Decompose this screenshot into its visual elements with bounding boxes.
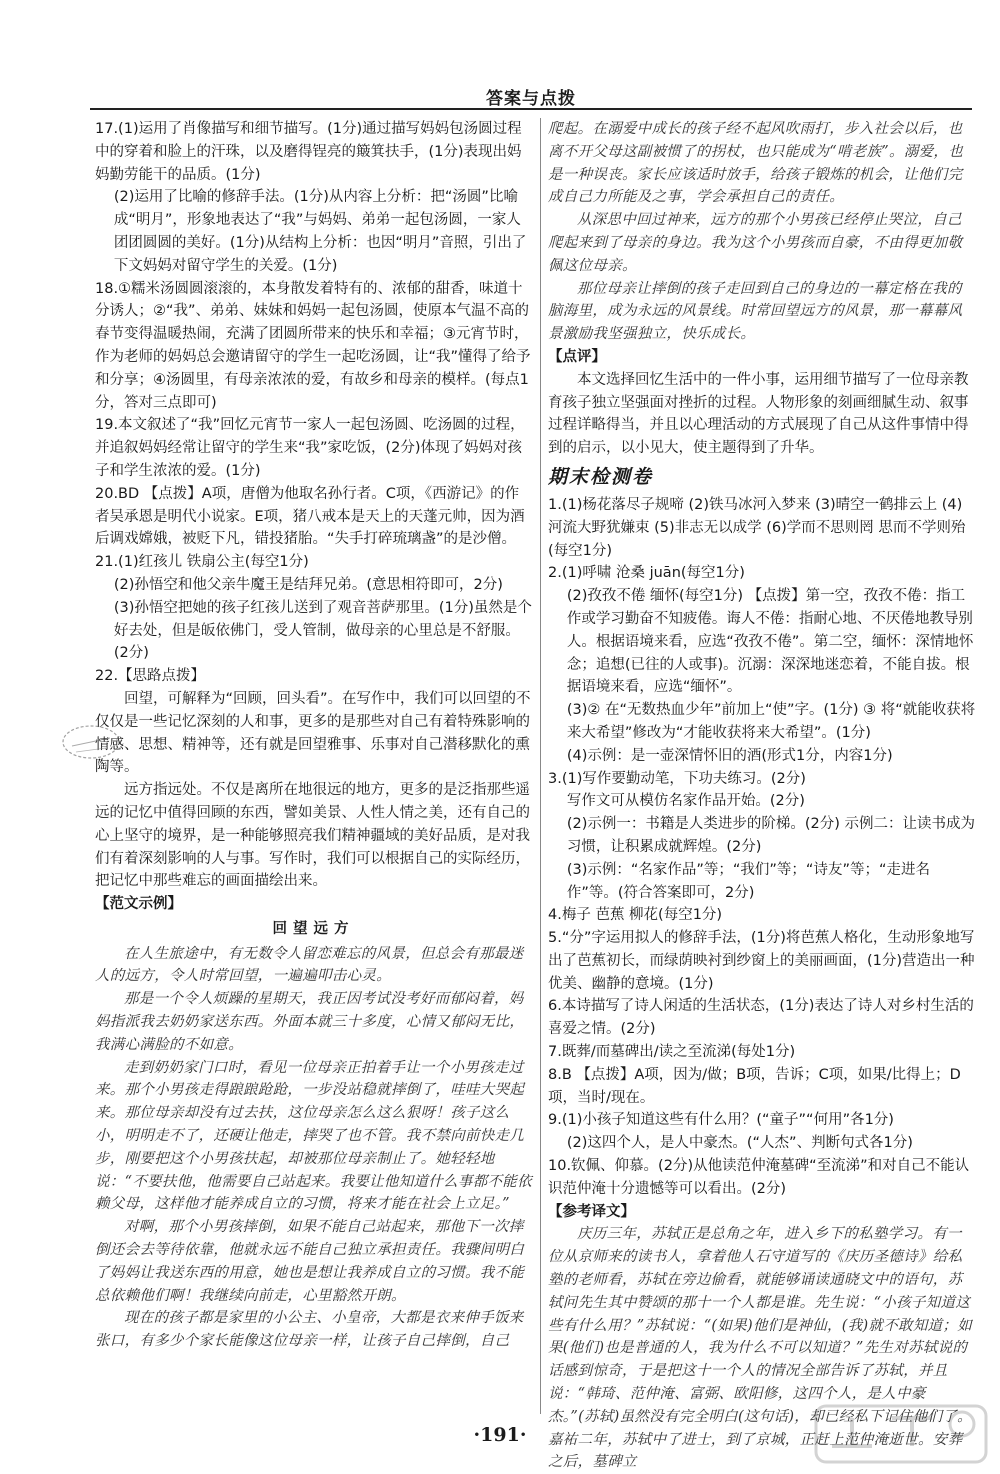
left-column-paragraph: (2)运用了比喻的修辞手法。(1分)从内容上分析：把“汤圆”比喻成“明月”，形象地表达了“我”与妈妈、弟弟一起包汤圆，一家人团团圆圆的美好。(1分)从结构上分析：也因“明月”音照，引出了下文妈妈对留守学生的关爱。(1分) bbox=[113, 189, 527, 274]
left-column-paragraph: 现在的孩子都是家里的小公主、小皇帝，大都是衣来伸手饭来张口，有多少个家长能像这位母亲一样，让孩子自己摔倒，自己 bbox=[95, 1310, 524, 1350]
right-column-paragraph: 10.钦佩、仰慕。(2分)从他读范仲淹墓碑“至流涕”和对自己不能认识范仲淹十分遗憾等可以看出。(2分) bbox=[548, 1158, 970, 1197]
left-column-paragraph: 回望远方 bbox=[272, 920, 355, 937]
right-column-paragraph: 那位母亲让摔倒的孩子走回到自己的身边的一幕定格在我的脑海里，成为永远的风景线。时常回望远方的风景，那一幕幕风景激励我坚强独立，快乐成长。 bbox=[548, 280, 963, 343]
page-number: ·191· bbox=[473, 1424, 527, 1446]
page-header bbox=[90, 84, 972, 108]
right-column-paragraph: 本文选择回忆生活中的一件小事，运用细节描写了一位母亲教育孩子独立坚强面对挫折的过程。人物形象的刻画细腻生动、叙事过程详略得当，并且以心理活动的方式展现了自己从这件事情中得到的启示，以小见大，使主题得到了升华。 bbox=[548, 371, 969, 457]
mxqe-watermark-logo bbox=[812, 1402, 990, 1466]
right-column-paragraph: 4.梅子 芭蕉 柳花(每空1分) bbox=[548, 907, 723, 924]
right-column-paragraph: 3.(1)写作要勤动笔，下功夫练习。(2分) bbox=[548, 770, 806, 787]
right-column-paragraph: 8.B 【点拨】A项，因为/做；B项，告诉；C项，如果/比得上；D项，当时/现在。 bbox=[548, 1066, 961, 1106]
left-column-paragraph: 20.BD 【点拨】A项，唐僧为他取名孙行者。C项，《西游记》的作者吴承恩是明代小说家。E项，猪八戒本是天上的天蓬元帅，因为酒后调戏嫦娥，被贬下凡，错投猪胎。“失手打碎琉璃盏”的是沙僧。 bbox=[95, 485, 525, 548]
left-column-paragraph: (2)孙悟空和他父亲牛魔王是结拜兄弟。(意思相符即可，2分) bbox=[113, 576, 503, 593]
left-column-paragraph: 19.本文叙述了“我”回忆元宵节一家人一起包汤圆、吃汤圆的过程，并追叙妈妈经常让留守的学生来“我”家吃饭，(2分)体现了妈妈对孩子和学生浓浓的爱。(1分) bbox=[95, 417, 525, 479]
right-column-paragraph: (2)示例一：书籍是人类进步的阶梯。(2分) 示例二：让读书成为习惯，让积累成就辉煌。(2分) bbox=[566, 816, 976, 855]
header-title: 答案与点拨 bbox=[486, 89, 576, 109]
right-column-paragraph: 【点评】 bbox=[548, 348, 606, 365]
left-column-paragraph: 【范文示例】 bbox=[95, 896, 182, 913]
right-column-paragraph: (2)孜孜不倦 缅怀(每空1分) 【点拨】第一空，孜孜不倦：指工作或学习勤奋不知疲倦。诲人不倦：指耐心地、不厌倦地教导别人。根据语境来看，应选“孜孜不倦”。第二空，缅怀：深情地怀念；追想(已往的人或事)。沉溺：深深地迷恋着，不能自拔。根据语境来看，应选“缅怀”。 bbox=[566, 588, 974, 696]
left-column-paragraph: 对啊，那个小男孩摔倒，如果不能自己站起来，那他下一次摔倒还会去等待依靠，他就永远不能自己独立承担责任。我骤间明白了妈妈让我送东西的用意，她也是想让我养成自立的习惯。我不能总依赖他们啊！我继续向前走，心里豁然开朗。 bbox=[95, 1219, 525, 1304]
left-column-paragraph: (3)孙悟空把她的孩子红孩儿送到了观音菩萨那里。(1分)虽然是个好去处，但是皈依佛门，受人管制，做母亲的心里总是不舒服。(2分) bbox=[113, 599, 532, 662]
left-column-paragraph: 那是一个令人烦躁的星期天，我正因考试没考好而郁闷着，妈妈指派我去奶奶家送东西。外面本就三十多度，心情又郁闷无比，我满心满脸的不如意。 bbox=[95, 991, 525, 1053]
left-column-paragraph: 走到奶奶家门口时，看见一位母亲正拍着手让一个小男孩走过来。那个小男孩走得踉踉跄跄，一步没站稳就摔倒了，哇哇大哭起来。那位母亲却没有过去扶，这位母亲怎么这么狠呀！孩子这么小，明明走不了，还硬让他走，摔哭了也不管。我不禁向前快走几步，刚要把这个小男孩扶起，却被那位母亲制止了。她轻轻地说：“不要扶他，他需要自己站起来。我要让他知道什么事都不能依赖父母，这样他才能养成自立的习惯，将来才能在社会上立足。” bbox=[95, 1059, 532, 1213]
left-column-paragraph: 22.【思路点拨】 bbox=[95, 668, 206, 685]
left-column-paragraph: 21.(1)红孩儿 铁扇公主(每空1分) bbox=[95, 554, 309, 571]
right-column-paragraph: (4)示例：是一壶深情怀旧的酒(形式1分，内容1分) bbox=[566, 747, 893, 764]
left-column-paragraph: 在人生旅途中，有无数令人留恋难忘的风景，但总会有那最迷人的远方，令人时常回望，一遍遍叩击心灵。 bbox=[95, 945, 524, 985]
right-column-paragraph: 庆历三年，苏轼正是总角之年，进入乡下的私塾学习。有一位从京师来的读书人，拿着他人石守道写的《庆历圣德诗》给私塾的老师看，苏轼在旁边偷看，就能够诵读通晓文中的语句，苏轼问先生其中赞颂的那十一个人都是谁。先生说：“小孩子知道这些有什么用？”苏轼说：“(如果)他们是神仙，(我)就不敢知道；如果(他们)也是普通的人，我为什么不可以知道？”先生对苏轼说的话感到惊奇，于是把这十一个人的情况全部告诉了苏轼，并且说：“韩琦、范仲淹、富弼、欧阳修，这四个人，是人中豪杰。”(苏轼)虽然没有完全明白(这句话)，却已经私下记住他们了。嘉祐二年，苏轼中了进士，到了京城，正赶上范仲淹逝世。安葬之后，墓碑立 bbox=[548, 1226, 973, 1471]
right-column-paragraph: 9.(1)小孩子知道这些有什么用？(“童子”“何用”各1分) bbox=[548, 1112, 894, 1129]
left-column-paragraph: 18.①糯米汤圆圆滚滚的，本身散发着特有的、浓郁的甜香，味道十分诱人；②“我”、弟弟、妹妹和妈妈一起包汤圆，使原本气温不高的春节变得温暖热闹，充满了团圆所带来的快乐和幸福；③元宵节时，作为老师的妈妈总会邀请留守的学生一起吃汤圆，让“我”懂得了给予和分享；④汤圆里，有母亲浓浓的爱，有故乡和母亲的模样。(每点1分，答对三点即可) bbox=[95, 280, 531, 411]
right-column-paragraph: (3)示例：“名家作品”等；“我们”等；“诗友”等；“走进名作”等。(符合答案即可，2分) bbox=[566, 861, 930, 901]
right-column-paragraph: (3)② 在“无数热血少年”前加上“使”字。(1分) ③ 将“就能收获将来大希望”修改为“才能收获将来大希望”。(1分) bbox=[566, 702, 976, 741]
right-column-paragraph: 写作文可从模仿名家作品开始。(2分) bbox=[566, 793, 805, 810]
right-column-paragraph: 从深思中回过神来，远方的那个小男孩已经停止哭泣，自己爬起来到了母亲的身边。我为这个小男孩而自豪，不由得更加敬佩这位母亲。 bbox=[548, 212, 963, 274]
column-divider bbox=[540, 118, 541, 1414]
left-column-paragraph: 远方指远处。不仅是离所在地很远的地方，更多的是泛指那些遥远的记忆中值得回顾的东西，譬如美景、人性人情之美，还有自己的心上坚守的境界，是一种能够照亮我们精神疆域的美好品质，是对我们有着深刻影响的人与事。写作时，我们可以根据自己的实际经历，把记忆中那些难忘的画面描绘出来。 bbox=[95, 782, 530, 890]
header-rule bbox=[90, 108, 972, 110]
left-column bbox=[95, 118, 532, 1416]
handwritten-stamp-icon bbox=[58, 720, 124, 764]
right-column-paragraph: 7.既葬/而墓碑出/读之至流涕(每处1分) bbox=[548, 1044, 796, 1061]
right-column-paragraph: 爬起。在溺爱中成长的孩子经不起风吹雨打，步入社会以后，也离不开父母这副被惯了的拐杖，也只能成为“啃老族”。溺爱，也是一种误丧。家长应该适时放手，给孩子锻炼的机会，让他们完成自己力所能及之事，学会承担自己的责任。 bbox=[548, 121, 964, 206]
right-column-paragraph: 2.(1)呼啸 沧桑 juān(每空1分) bbox=[548, 565, 745, 582]
left-column-paragraph: 回望，可解释为“回顾，回头看”。在写作中，我们可以回望的不仅仅是一些记忆深刻的人和事，更多的是那些对自己有着特殊影响的情感、思想、精神等，还有就是回望雅事、乐事对自己潜移默化的熏陶等。 bbox=[95, 690, 531, 776]
right-column-paragraph: 1.(1)杨花落尽子规啼 (2)铁马冰河入梦来 (3)晴空一鹤排云上 (4)河流大野犹嫌束 (5)非志无以成学 (6)学而不思则罔 思而不学则殆(每空1分) bbox=[548, 496, 966, 559]
right-column bbox=[548, 118, 976, 1471]
right-column-paragraph: 【参考译文】 bbox=[548, 1203, 635, 1220]
right-column-paragraph: (2)这四个人，是人中豪杰。(“人杰”、判断句式各1分) bbox=[566, 1135, 913, 1152]
right-column-paragraph: 期末检测卷 bbox=[548, 465, 654, 488]
right-column-paragraph: 6.本诗描写了诗人闲适的生活状态，(1分)表达了诗人对乡村生活的喜爱之情。(2分) bbox=[548, 998, 974, 1038]
left-column-paragraph: 17.(1)运用了肖像描写和细节描写。(1分)通过描写妈妈包汤圆过程中的穿着和脸上的汗珠，以及磨得锃亮的簸箕扶手，(1分)表现出妈妈勤劳能干的品质。(1分) bbox=[95, 121, 522, 183]
right-column-paragraph: 5.“分”字运用拟人的修辞手法，(1分)将芭蕉人格化，生动形象地写出了芭蕉初长，而绿荫映衬到纱窗上的美丽画面，(1分)营造出一种优美、幽静的意境。(1分) bbox=[548, 930, 975, 992]
